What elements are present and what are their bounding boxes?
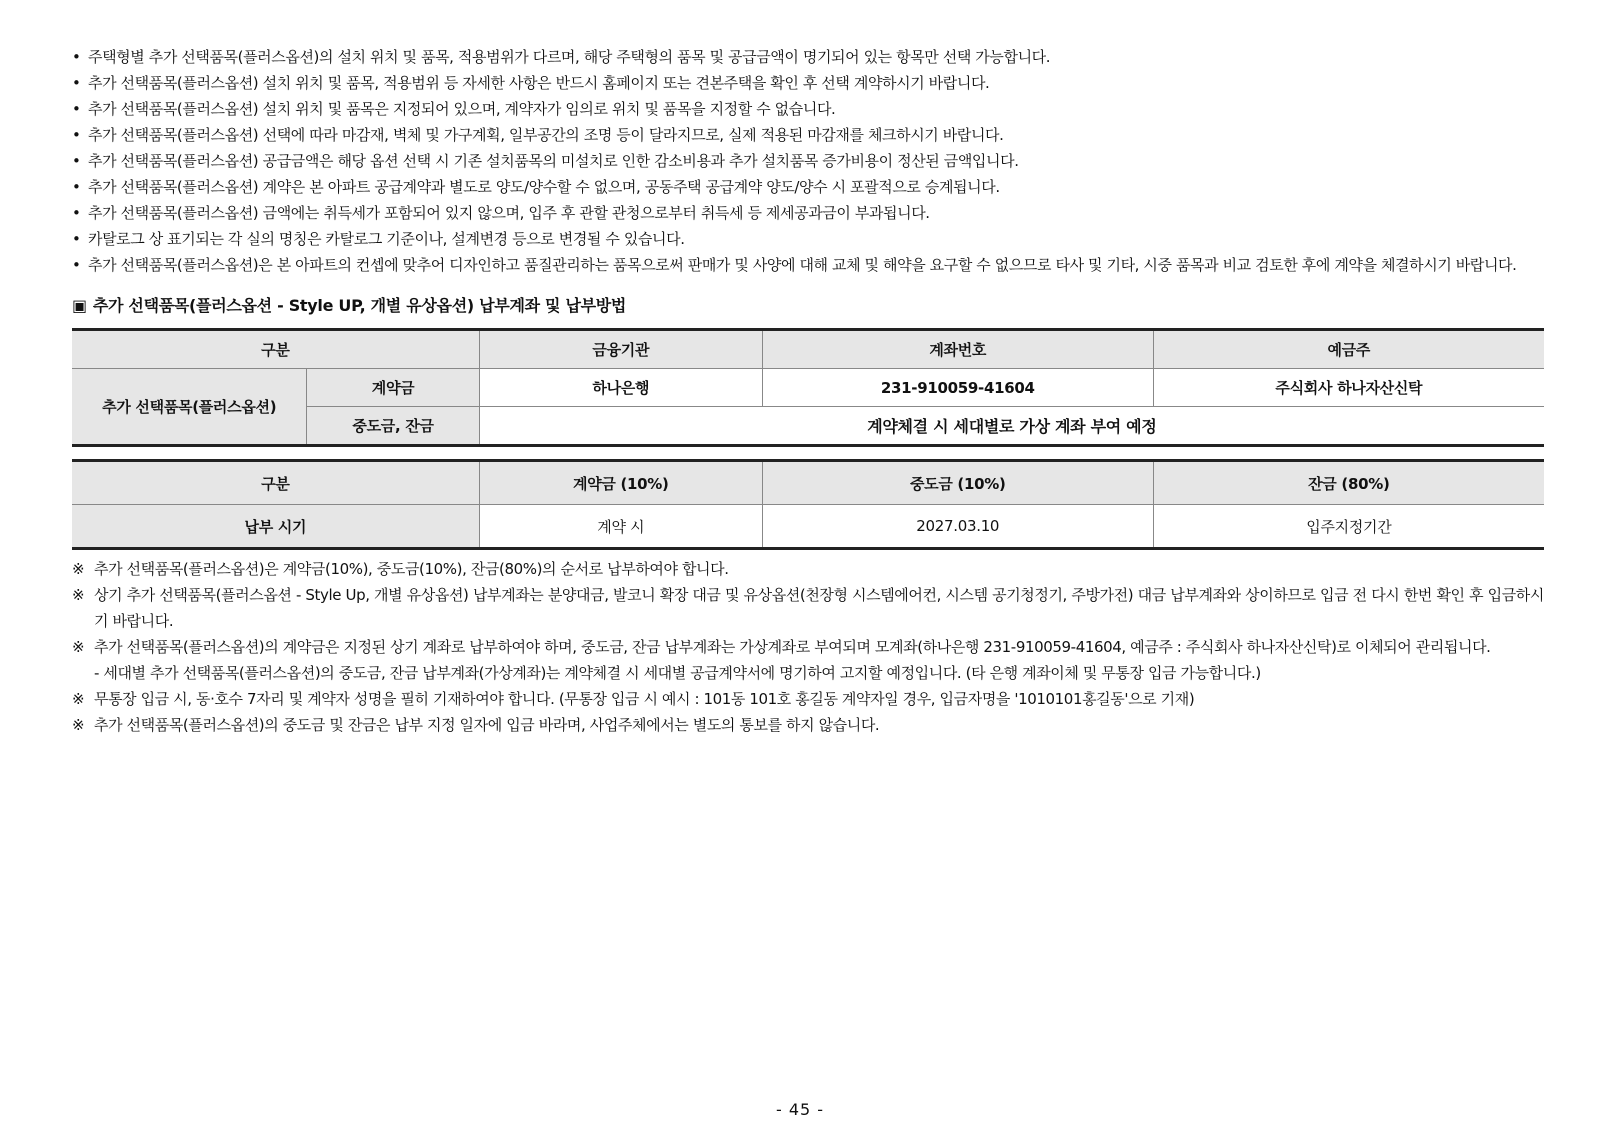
note-item: ※ 추가 선택품목(플러스옵션)의 계약금은 지정된 상기 계좌로 납부하여야 하며, 중도금, 잔금 납부계좌는 가상계좌로 부여되며 모계좌(하나은행 231-910059-41604, 예금주 : 주식회사 하나자산신탁)로 이체되어 관리됩니다.	[72, 634, 1544, 660]
header-balance: 잔금 (80%)	[1153, 461, 1544, 505]
notice-item: • 추가 선택품목(플러스옵션) 공급금액은 해당 옵션 선택 시 기존 설치품목의 미설치로 인한 감소비용과 추가 설치품목 증가비용이 정산된 금액입니다.	[72, 148, 1544, 174]
document-page	[72, 44, 1544, 738]
reference-mark-icon: ※	[72, 690, 85, 708]
notice-item: • 추가 선택품목(플러스옵션) 설치 위치 및 품목은 지정되어 있으며, 계약자가 임의로 위치 및 품목을 지정할 수 없습니다.	[72, 96, 1544, 122]
bullet-icon: •	[72, 178, 81, 196]
note-sub-item: - 세대별 추가 선택품목(플러스옵션)의 중도금, 잔금 납부계좌(가상계좌)는 계약체결 시 세대별 공급계약서에 명기하여 고지할 예정입니다. (타 은행 계좌이체 및 무통장 입금 가능합니다.)	[94, 664, 1261, 682]
row-label-balance: 중도금, 잔금	[307, 407, 479, 446]
payment-schedule-table	[72, 459, 1544, 550]
row-label-deposit: 계약금	[307, 369, 479, 407]
header-bank: 금융기관	[479, 330, 762, 369]
bullet-icon: •	[72, 152, 81, 170]
payment-notes-list	[72, 556, 1544, 738]
row-group-label: 추가 선택품목(플러스옵션)	[72, 369, 307, 446]
notice-item: • 추가 선택품목(플러스옵션)은 본 아파트의 컨셉에 맞추어 디자인하고 품질관리하는 품목으로써 판매가 및 사양에 대해 교체 및 해약을 요구할 수 없으므로 타사 및 기타, 시중 품목과 비교 검토한 후에 계약을 체결하시기 바랍니다.	[72, 252, 1544, 278]
notice-item: • 추가 선택품목(플러스옵션) 설치 위치 및 품목, 적용범위 등 자세한 사항은 반드시 홈페이지 또는 견본주택을 확인 후 선택 계약하시기 바랍니다.	[72, 70, 1544, 96]
interim-date: 2027.03.10	[762, 505, 1153, 549]
balance-timing: 입주지정기간	[1153, 505, 1544, 549]
table-row	[72, 505, 1544, 549]
table-header-row	[72, 330, 1544, 369]
note-item: ※ 추가 선택품목(플러스옵션)은 계약금(10%), 중도금(10%), 잔금(80%)의 순서로 납부하여야 합니다.	[72, 556, 1544, 582]
bank-name: 하나은행	[479, 369, 762, 407]
header-category: 구분	[72, 461, 479, 505]
option-notice-list	[72, 44, 1544, 278]
notice-item: • 카탈로그 상 표기되는 각 실의 명칭은 카탈로그 기준이나, 설계변경 등으로 변경될 수 있습니다.	[72, 226, 1544, 252]
table-header-row	[72, 461, 1544, 505]
notice-item: • 추가 선택품목(플러스옵션) 금액에는 취득세가 포함되어 있지 않으며, 입주 후 관할 관청으로부터 취득세 등 제세공과금이 부과됩니다.	[72, 200, 1544, 226]
note-item: ※ 추가 선택품목(플러스옵션)의 중도금 및 잔금은 납부 지정 일자에 입금 바라며, 사업주체에서는 별도의 통보를 하지 않습니다.	[72, 712, 1544, 738]
reference-mark-icon: ※	[72, 716, 85, 734]
reference-mark-icon: ※	[72, 560, 85, 578]
notice-item: • 추가 선택품목(플러스옵션) 계약은 본 아파트 공급계약과 별도로 양도/양수할 수 없으며, 공동주택 공급계약 양도/양수 시 포괄적으로 승계됩니다.	[72, 174, 1544, 200]
account-holder: 주식회사 하나자산신탁	[1153, 369, 1544, 407]
row-label-timing: 납부 시기	[72, 505, 479, 549]
page-number: - 45 -	[775, 1100, 825, 1119]
virtual-account-note: 계약체결 시 세대별로 가상 계좌 부여 예정	[479, 407, 1544, 446]
reference-mark-icon: ※	[72, 586, 85, 604]
bullet-icon: •	[72, 230, 81, 248]
notice-item: • 주택형별 추가 선택품목(플러스옵션)의 설치 위치 및 품목, 적용범위가 다르며, 해당 주택형의 품목 및 공급금액이 명기되어 있는 항목만 선택 가능합니다.	[72, 44, 1544, 70]
bullet-icon: •	[72, 204, 81, 222]
note-item: ※ 무통장 입금 시, 동·호수 7자리 및 계약자 성명을 필히 기재하여야 합니다. (무통장 입금 시 예시 : 101동 101호 홍길동 계약자일 경우, 입금자명을 '1010101홍길동'으로 기재)	[72, 686, 1544, 712]
section-title-text: 추가 선택품목(플러스옵션 - Style UP, 개별 유상옵션) 납부계좌 및 납부방법	[92, 296, 627, 315]
bullet-icon: •	[72, 74, 81, 92]
header-holder: 예금주	[1153, 330, 1544, 369]
header-category: 구분	[72, 330, 479, 369]
square-marker-icon: ▣	[72, 296, 87, 315]
note-item: ※ 상기 추가 선택품목(플러스옵션 - Style Up, 개별 유상옵션) 납부계좌는 분양대금, 발코니 확장 대금 및 유상옵션(천장형 시스템에어컨, 시스템 공기청정기, 주방가전) 대금 납부계좌와 상이하므로 입금 전 다시 한번 확인 후 입금하시기 바랍니다.	[72, 582, 1544, 634]
header-interim: 중도금 (10%)	[762, 461, 1153, 505]
table-row	[72, 369, 1544, 407]
bullet-icon: •	[72, 126, 81, 144]
bullet-icon: •	[72, 256, 81, 274]
bullet-icon: •	[72, 100, 81, 118]
bullet-icon: •	[72, 48, 81, 66]
header-account-number: 계좌번호	[762, 330, 1153, 369]
reference-mark-icon: ※	[72, 638, 85, 656]
payment-account-table	[72, 328, 1544, 447]
section-heading	[72, 292, 1544, 320]
notice-item: • 추가 선택품목(플러스옵션) 선택에 따라 마감재, 벽체 및 가구계획, 일부공간의 조명 등이 달라지므로, 실제 적용된 마감재를 체크하시기 바랍니다.	[72, 122, 1544, 148]
deposit-timing: 계약 시	[479, 505, 762, 549]
account-number: 231-910059-41604	[762, 369, 1153, 407]
header-deposit: 계약금 (10%)	[479, 461, 762, 505]
